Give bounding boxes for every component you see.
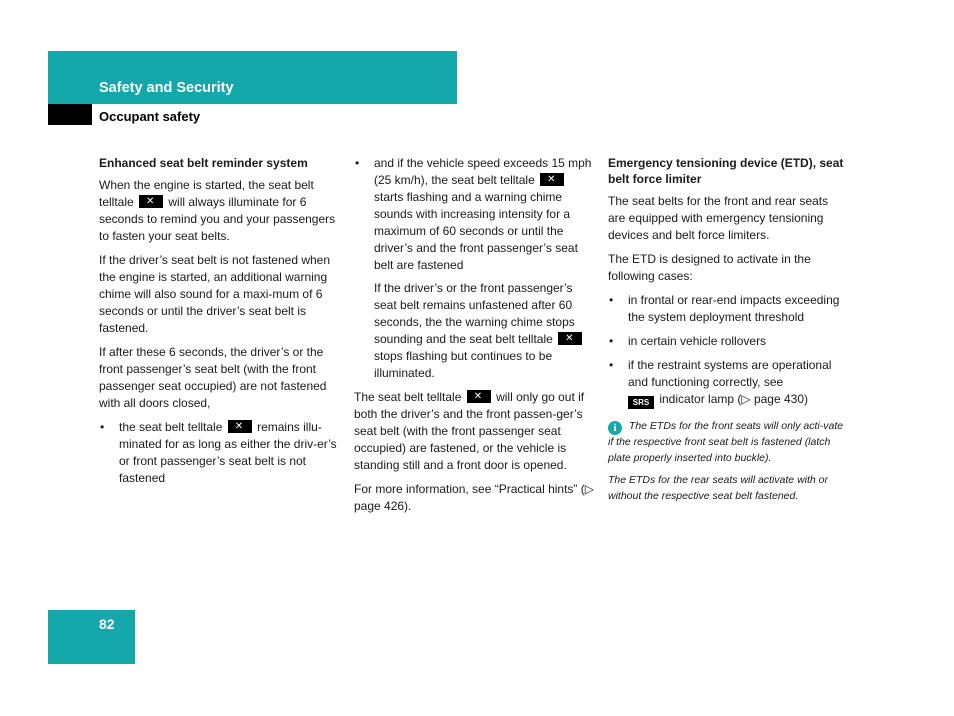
info-icon: i (608, 421, 622, 435)
seat-belt-telltale-icon (540, 173, 564, 186)
paragraph: If the driver’s seat belt is not fastened when the engine is started, an additional warning chime will also sound for a maxi-mum of 6 seconds or until the driver’s seat belt is fastened. (99, 253, 331, 335)
list-item (354, 155, 594, 274)
paragraph: The seat belts for the front and rear seats are equipped with emergency tensioning devices and belt force limiters. (608, 194, 829, 242)
info-note (608, 419, 848, 466)
paragraph (354, 389, 594, 474)
seat-belt-telltale-icon (139, 195, 163, 208)
paragraph (354, 280, 594, 382)
list-item (99, 419, 339, 487)
paragraph (99, 177, 339, 245)
text: The ETDs for the front seats will only acti-vate if the respective front seat belt is fastened (latch plate properly inserted into buckle). (608, 420, 844, 464)
list-item: • in frontal or rear-end impacts exceeding the system deployment threshold (608, 292, 848, 326)
page-number: 82 (99, 616, 115, 632)
text: starts flashing and a warning chime sounds with increasing intensity for a maximum of 60 seconds or until the driver’s and the front passenger’s seat belt are fastened (374, 190, 578, 272)
page-number-box (48, 610, 135, 664)
paragraph: If after these 6 seconds, the driver’s or the front passenger’s seat belt (with the front passenger seat occupied) are not fastened with all doors closed, (99, 345, 327, 410)
text: When the engine is started, the seat belt telltale (99, 178, 314, 209)
column-3 (608, 155, 848, 511)
bullet-list (608, 292, 848, 409)
info-note: The ETDs for the rear seats will activate with or without the respective seat belt fastened. (608, 474, 828, 502)
text: The seat belt telltale (354, 390, 462, 404)
section-marker (48, 104, 92, 125)
text: the seat belt telltale (119, 420, 223, 434)
list-item: • in certain vehicle rollovers (608, 333, 848, 350)
paragraph-reference: For more information, see “Practical hints” (▷ page 426). (354, 482, 594, 513)
heading-seat-belt-reminder: Enhanced seat belt reminder system (99, 156, 308, 170)
text: stops flashing but continues to be illuminated. (374, 349, 553, 380)
heading-etd: Emergency tensioning device (ETD), seat belt force limiter (608, 156, 844, 186)
paragraph: The ETD is designed to activate in the following cases: (608, 252, 811, 283)
text: If the driver’s or the front passenger’s seat belt remains unfastened after 60 seconds, the the warning chime stops sounding and the seat belt telltale (374, 281, 575, 346)
text: if the restraint systems are operational and functioning correctly, see (628, 358, 832, 389)
column-2 (354, 155, 594, 522)
bullet-list (99, 419, 339, 487)
column-1 (99, 155, 339, 494)
text: remains illu-minated for as long as either the driv-er’s or front passenger’s seat belt is not fastened (119, 420, 337, 485)
text: will only go out if both the driver’s and the front passen-ger’s seat belt (with the front passenger seat occupied) are fastened, or the vehicle is standing still and a front door is opened. (354, 390, 585, 472)
seat-belt-telltale-icon (558, 332, 582, 345)
text: indicator lamp (▷ page 430) (659, 392, 808, 406)
text: will always illuminate for 6 seconds to remind you and your passengers to fasten your seat belts. (99, 195, 336, 243)
subsection-title: Occupant safety (99, 109, 201, 124)
section-title: Safety and Security (99, 80, 234, 96)
list-item (608, 357, 848, 409)
seat-belt-telltale-icon (467, 390, 491, 403)
text: and if the vehicle speed exceeds 15 mph (25 km/h), the seat belt telltale (374, 156, 592, 187)
bullet-list (354, 155, 594, 274)
header-band (48, 51, 457, 104)
srs-indicator-icon: SRS (628, 396, 654, 409)
seat-belt-telltale-icon (228, 420, 252, 433)
